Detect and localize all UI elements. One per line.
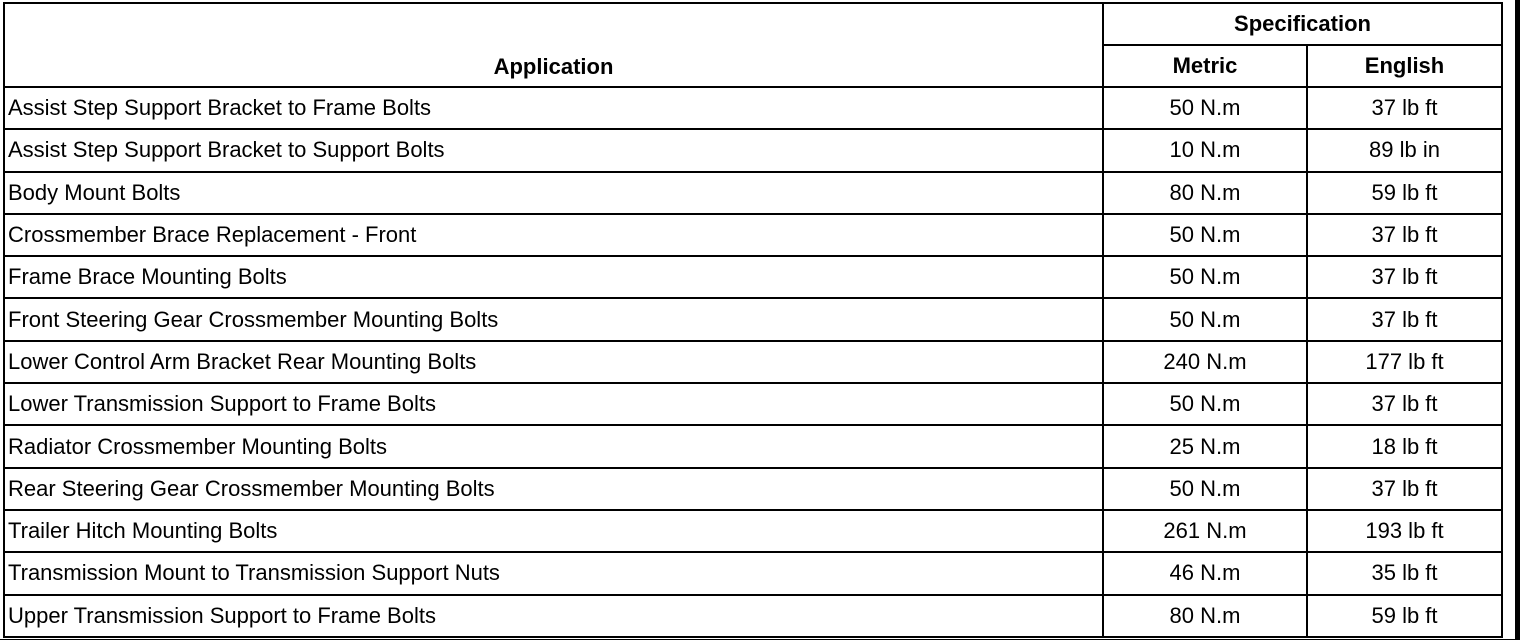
metric-value-cell: 50 N.m — [1103, 214, 1307, 256]
application-cell: Assist Step Support Bracket to Frame Bolts — [4, 87, 1103, 129]
metric-value-cell: 46 N.m — [1103, 552, 1307, 594]
application-cell: Front Steering Gear Crossmember Mounting Bolts — [4, 298, 1103, 340]
column-header-metric: Metric — [1103, 45, 1307, 87]
application-cell: Radiator Crossmember Mounting Bolts — [4, 425, 1103, 467]
table-row — [4, 214, 1502, 256]
english-value-cell: 59 lb ft — [1307, 595, 1502, 637]
table-row — [4, 510, 1502, 552]
table-row — [4, 87, 1502, 129]
metric-value-cell: 240 N.m — [1103, 341, 1307, 383]
table-row — [4, 129, 1502, 171]
english-value-cell: 59 lb ft — [1307, 172, 1502, 214]
application-cell: Trailer Hitch Mounting Bolts — [4, 510, 1103, 552]
table-row — [4, 256, 1502, 298]
table-row — [4, 172, 1502, 214]
table-row — [4, 468, 1502, 510]
english-value-cell: 37 lb ft — [1307, 256, 1502, 298]
english-value-cell: 37 lb ft — [1307, 468, 1502, 510]
column-header-english: English — [1307, 45, 1502, 87]
english-value-cell: 35 lb ft — [1307, 552, 1502, 594]
english-value-cell: 177 lb ft — [1307, 341, 1502, 383]
application-cell: Lower Transmission Support to Frame Bolts — [4, 383, 1103, 425]
table-row — [4, 425, 1502, 467]
table-body — [4, 87, 1502, 637]
metric-value-cell: 10 N.m — [1103, 129, 1307, 171]
english-value-cell: 89 lb in — [1307, 129, 1502, 171]
application-cell: Crossmember Brace Replacement - Front — [4, 214, 1103, 256]
metric-value-cell: 80 N.m — [1103, 172, 1307, 214]
table-row — [4, 341, 1502, 383]
metric-value-cell: 50 N.m — [1103, 383, 1307, 425]
table-row — [4, 552, 1502, 594]
metric-value-cell: 50 N.m — [1103, 468, 1307, 510]
table-row — [4, 298, 1502, 340]
application-cell: Assist Step Support Bracket to Support Bolts — [4, 129, 1103, 171]
application-cell: Rear Steering Gear Crossmember Mounting Bolts — [4, 468, 1103, 510]
english-value-cell: 37 lb ft — [1307, 87, 1502, 129]
table-header — [4, 3, 1502, 87]
application-cell: Body Mount Bolts — [4, 172, 1103, 214]
metric-value-cell: 50 N.m — [1103, 298, 1307, 340]
table-row — [4, 595, 1502, 637]
column-header-application: Application — [4, 3, 1103, 87]
column-header-specification: Specification — [1103, 3, 1502, 45]
application-cell: Transmission Mount to Transmission Support Nuts — [4, 552, 1103, 594]
application-cell: Frame Brace Mounting Bolts — [4, 256, 1103, 298]
header-row-top — [4, 3, 1502, 45]
metric-value-cell: 25 N.m — [1103, 425, 1307, 467]
english-value-cell: 37 lb ft — [1307, 383, 1502, 425]
english-value-cell: 18 lb ft — [1307, 425, 1502, 467]
metric-value-cell: 80 N.m — [1103, 595, 1307, 637]
metric-value-cell: 50 N.m — [1103, 87, 1307, 129]
english-value-cell: 37 lb ft — [1307, 214, 1502, 256]
english-value-cell: 193 lb ft — [1307, 510, 1502, 552]
application-cell: Upper Transmission Support to Frame Bolts — [4, 595, 1103, 637]
metric-value-cell: 261 N.m — [1103, 510, 1307, 552]
application-cell: Lower Control Arm Bracket Rear Mounting Bolts — [4, 341, 1103, 383]
english-value-cell: 37 lb ft — [1307, 298, 1502, 340]
table-row — [4, 383, 1502, 425]
metric-value-cell: 50 N.m — [1103, 256, 1307, 298]
fastener-tightening-spec-table — [3, 2, 1503, 638]
